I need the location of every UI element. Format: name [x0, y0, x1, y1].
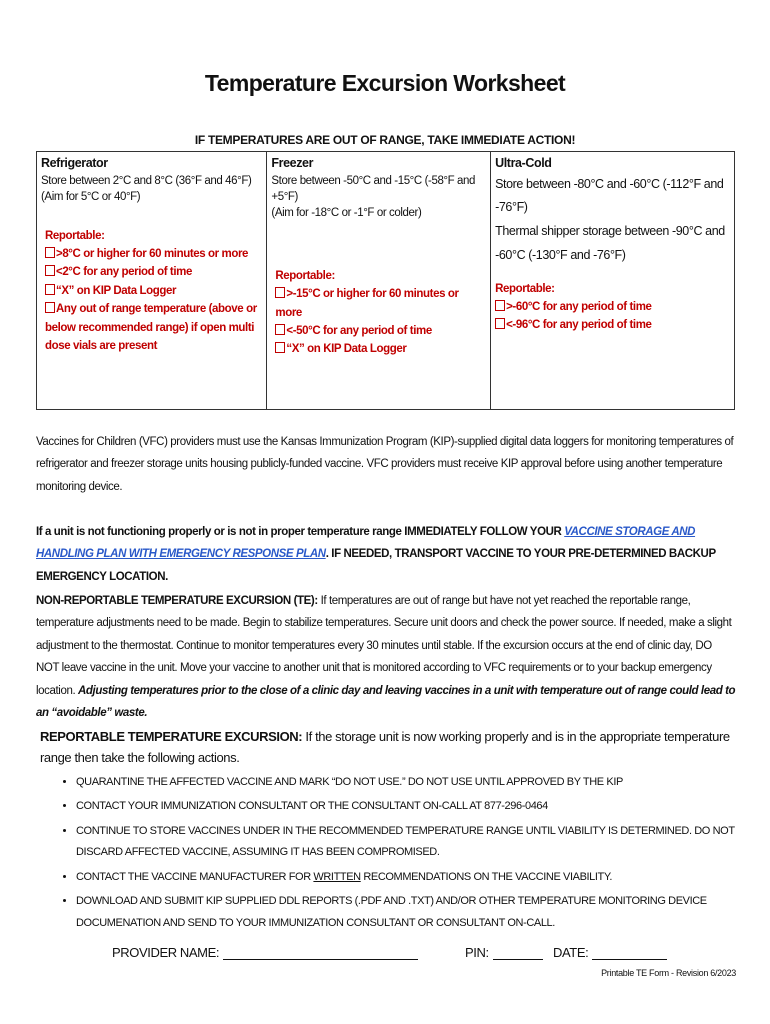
checkbox-icon[interactable]	[275, 324, 285, 335]
non-reportable-label: NON-REPORTABLE TEMPERATURE EXCURSION (TE):	[36, 595, 318, 607]
provider-name-label: PROVIDER NAME:	[112, 945, 220, 960]
action-paragraph	[36, 521, 736, 588]
action-tail: . IF NEEDED, TRANSPORT VACCINE TO YOUR PRE-DETERMINED BACKUP EMERGENCY LOCATION.	[36, 548, 716, 583]
storage-plan-link[interactable]: VACCINE STORAGE AND HANDLING PLAN WITH EMERGENCY RESPONSE PLAN	[36, 526, 696, 561]
checkbox-icon[interactable]	[45, 302, 55, 313]
date-line[interactable]	[592, 945, 667, 960]
checkbox-icon[interactable]	[275, 342, 285, 353]
ultra-cold-shipper-line: Thermal shipper storage between -90°C and -60°C (-130°F and -76°F)	[495, 224, 725, 262]
refrigerator-reportable-item: >8°C or higher for 60 minutes or more	[45, 245, 262, 263]
ultra-cold-heading: Ultra-Cold	[495, 156, 552, 170]
refrigerator-reportable-item: <2°C for any period of time	[45, 263, 262, 281]
freezer-cell	[267, 152, 491, 410]
checkbox-icon[interactable]	[495, 300, 505, 311]
refrigerator-store-line: Store between 2°C and 8°C (36°F and 46°F)	[41, 174, 252, 187]
vfc-paragraph: Vaccines for Children (VFC) providers must use the Kansas Immunization Program (KIP)-supplied digital data loggers for monitoring temperatures of refrigerator and freezer storage units housing publicly-funded vaccine. VFC providers must receive KIP approval before using another temperature monitoring device.	[36, 436, 734, 493]
refrigerator-reportable-item: “X” on KIP Data Logger	[45, 282, 262, 300]
action-lead: If a unit is not functioning properly or is not in proper temperature range IMMEDIATELY FOLLOW YOUR	[36, 526, 565, 538]
revision-footer: Printable TE Form - Revision 6/2023	[601, 968, 736, 978]
reportable-body: If the storage unit is now working properly and is in the appropriate temperature range then take the following actions.	[40, 729, 730, 766]
reportable-paragraph	[40, 726, 735, 769]
non-reportable-emphasis: Adjusting temperatures prior to the close of a clinic day and leaving vaccines in a unit with temperature out of range could lead to an “avoidable” waste.	[36, 684, 736, 720]
list-item: • CONTACT THE VACCINE MANUFACTURER FOR WRITTEN RECOMMENDATIONS ON THE VACCINE VIABILITY.	[76, 867, 756, 888]
action-list	[56, 772, 756, 937]
checkbox-icon[interactable]	[45, 247, 55, 258]
provider-name-field	[112, 945, 418, 960]
list-item: • QUARANTINE THE AFFECTED VACCINE AND MARK “DO NOT USE.” DO NOT USE UNTIL APPROVED BY THE KIP	[76, 772, 756, 793]
checkbox-icon[interactable]	[275, 287, 285, 298]
refrigerator-cell	[37, 152, 267, 410]
ultra-cold-reportable-item: <-96°C for any period of time	[495, 316, 730, 334]
non-reportable-paragraph	[36, 590, 736, 725]
warning-banner: IF TEMPERATURES ARE OUT OF RANGE, TAKE IMMEDIATE ACTION!	[194, 133, 576, 147]
list-item: • CONTINUE TO STORE VACCINES UNDER IN THE RECOMMENDED TEMPERATURE RANGE UNTIL VIABILITY IS DETERMINED. DO NOT DISCARD AFFECTED VACCINE, ASSUMING IT HAS BEEN COMPROMISED.	[76, 821, 756, 864]
freezer-reportable-label: Reportable:	[275, 269, 335, 282]
temperature-ranges-table	[36, 151, 735, 410]
refrigerator-heading: Refrigerator	[41, 156, 108, 170]
ultra-cold-store-line: Store between -80°C and -60°C (-112°F and -76°F)	[495, 176, 724, 215]
ultra-cold-cell	[491, 152, 735, 410]
freezer-store-line: Store between -50°C and -15°C (-58°F and +5°F)	[271, 174, 476, 203]
ultra-cold-reportable-item: >-60°C for any period of time	[495, 298, 730, 316]
list-item: • DOWNLOAD AND SUBMIT KIP SUPPLIED DDL REPORTS (.PDF AND .TXT) AND/OR OTHER TEMPERATURE MONITORING DEVICE DOCUMENATION AND SEND TO YOUR IMMUNIZATION CONSULTANT OR CONSULTANT ON-CALL.	[76, 891, 756, 934]
checkbox-icon[interactable]	[495, 318, 505, 329]
checkbox-icon[interactable]	[45, 265, 55, 276]
non-reportable-body: If temperatures are out of range but have not yet reached the reportable range, temperature adjustments need to be made. Begin to stabilize temperatures. Secure unit doors and check the power source. If needed, make a slight adjustment to the thermostat. Continue to monitor temperatures every 30 minutes until stable. If the excursion occurs at the end of clinic day, DO NOT leave vaccine in the unit. Move your vaccine to another unit that is monitored according to VFC requirements or to your backup emergency location.	[36, 595, 732, 697]
list-item: • CONTACT YOUR IMMUNIZATION CONSULTANT OR THE CONSULTANT ON-CALL AT 877-296-0464	[76, 796, 756, 817]
freezer-heading: Freezer	[271, 156, 314, 170]
pin-label: PIN:	[465, 945, 489, 960]
pin-line[interactable]	[493, 945, 543, 960]
ultra-cold-reportable-label: Reportable:	[495, 282, 555, 295]
freezer-reportable-item: “X” on KIP Data Logger	[275, 340, 486, 358]
page-title: Temperature Excursion Worksheet	[204, 70, 566, 96]
checkbox-icon[interactable]	[45, 284, 55, 295]
freezer-reportable-item: <-50°C for any period of time	[275, 322, 486, 340]
refrigerator-aim-line: (Aim for 5°C or 40°F)	[41, 190, 141, 203]
freezer-reportable-item: >-15°C or higher for 60 minutes or more	[275, 288, 459, 319]
pin-field	[465, 945, 543, 960]
date-field	[553, 945, 667, 960]
date-label: DATE:	[553, 945, 589, 960]
reportable-label: REPORTABLE TEMPERATURE EXCURSION:	[40, 729, 303, 744]
provider-name-line[interactable]	[223, 945, 418, 960]
refrigerator-reportable-label: Reportable:	[45, 229, 105, 242]
refrigerator-reportable-item: Any out of range temperature (above or below recommended range) if open multi dose vials are present	[45, 303, 257, 353]
freezer-aim-line: (Aim for -18°C or -1°F or colder)	[271, 206, 422, 219]
